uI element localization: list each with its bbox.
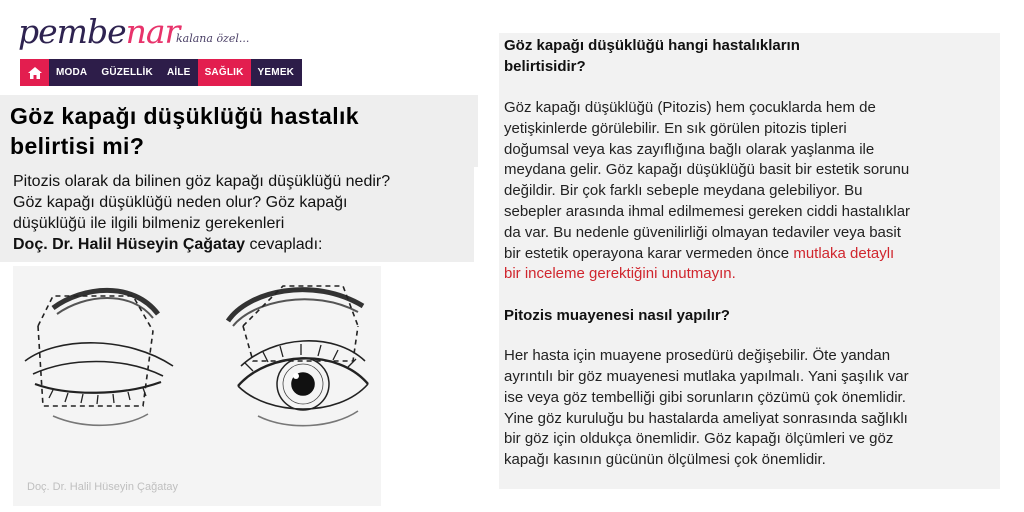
logo-part1: pembe [18, 12, 126, 51]
p2-line: Her hasta için muayene prosedürü değişebilir. Öte yandan [504, 347, 891, 365]
p2-line: ise veya göz tembelliği gibi sorunların çözümü çok önemlidir. [504, 388, 906, 406]
p2-line: kapağı kasının gücünün ölçülmesi çok önemlidir. [504, 451, 826, 469]
p1-line: değildir. Bir çok farklı sebeple meydana gelebiliyor. Bu [504, 182, 863, 200]
highlight-text-line2: bir inceleme gerektiğini unutmayın. [504, 265, 736, 283]
left-eye-drawing [25, 290, 173, 425]
main-nav [20, 59, 302, 86]
p2-line: ayrıntılı bir göz muayenesi mutlaka yapılmalı. Yani şaşılık var [504, 367, 909, 385]
q1-line-2: belirtisidir? [504, 58, 586, 75]
headline-box [0, 95, 478, 167]
p1-line: yetişkinlerde görülebilir. En sık görülen pitozis tipleri [504, 119, 847, 137]
eyelid-illustration [13, 266, 381, 506]
author-name: Doç. Dr. Halil Hüseyin Çağatay [13, 236, 246, 253]
home-icon [28, 67, 42, 79]
p1-line: sebepler arasında ihmal edilmemesi gereken ciddi hastalıklar [504, 202, 911, 220]
p1-line: da var. Bu nedenle güvenilirliği olmayan tedaviler veya basit [504, 223, 901, 241]
title-line-2: belirtisi mi? [10, 133, 145, 159]
intro-line-4 [13, 234, 474, 255]
right-eye-drawing [228, 286, 368, 426]
site-logo[interactable] [18, 12, 278, 56]
intro-line-1: Pitozis olarak da bilinen göz kapağı düşüklüğü nedir? [13, 173, 391, 190]
intro-text [13, 171, 474, 255]
logo-wordmark [18, 12, 179, 52]
nav-item-aile[interactable]: AİLE [166, 67, 191, 78]
paragraph-2 [504, 346, 1000, 471]
right-column [499, 33, 1000, 489]
p2-line: Yine göz kuruluğu bu hastalarda ameliyat sonrasında sağlıklı [504, 409, 908, 427]
eyes-drawing [13, 266, 381, 506]
intro-box [0, 167, 474, 262]
p1-line: doğumsal veya kas zayıflığına bağlı olarak yaşlanma ile [504, 140, 875, 158]
p1-line: Göz kapağı düşüklüğü (Pitozis) hem çocuklarda hem de [504, 99, 876, 116]
title-line-1: Göz kapağı düşüklüğü hastalık [10, 103, 359, 129]
p1-line: meydana gelir. Göz kapağı düşüklüğü basit bir estetik sorunu [504, 161, 910, 179]
image-caption: Doç. Dr. Halil Hüseyin Çağatay [27, 481, 179, 493]
p1-last-plain: bir estetik operayona karar vermeden önce [504, 244, 794, 262]
nav-item-yemek[interactable]: YEMEK [257, 67, 295, 78]
nav-item-guzellik[interactable]: GÜZELLİK [101, 67, 153, 78]
p2-line: bir göz için oldukça önemlidir. Göz kapağı ölçümleri ve göz [504, 430, 894, 448]
paragraph-1 [504, 98, 1000, 285]
logo-part2: nar [125, 12, 180, 51]
article-title [10, 101, 478, 161]
q1-line-1: Göz kapağı düşüklüğü hangi hastalıkların [504, 37, 800, 54]
nav-item-saglik[interactable]: SAĞLIK [198, 59, 251, 86]
logo-tagline: kalana özel... [176, 32, 250, 45]
highlight-text: mutlaka detaylı [793, 244, 895, 262]
question-2: Pitozis muayenesi nasıl yapılır? [504, 307, 730, 325]
p1-line [504, 244, 1000, 265]
home-button[interactable] [20, 59, 49, 86]
intro-line-3: düşüklüğü ile ilgili bilmeniz gerekenleri [13, 215, 285, 232]
nav-item-moda[interactable]: MODA [56, 67, 88, 78]
intro-line-2: Göz kapağı düşüklüğü neden olur? Göz kapağı [13, 194, 348, 211]
question-1 [504, 35, 1000, 77]
author-suffix: cevapladı: [245, 236, 323, 253]
